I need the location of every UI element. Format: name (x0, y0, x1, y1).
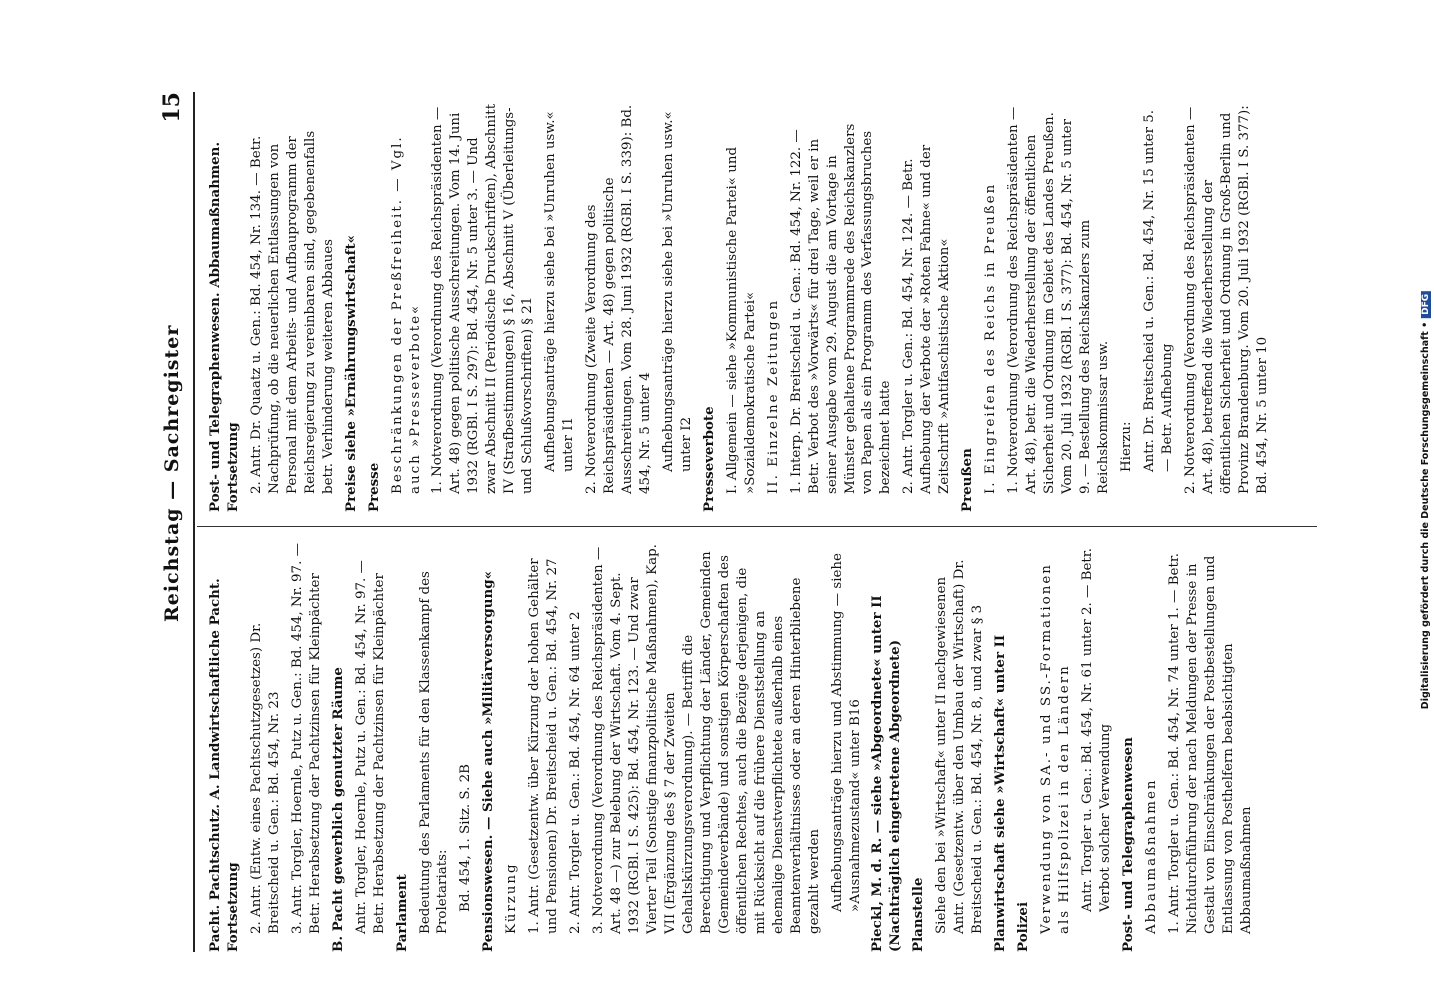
register-entry: Pieckl, M. d. R. — siehe »Abgeordnete« unter II (Nachträglich eingetretene Abgeordnete) (869, 595, 904, 952)
register-entry: 2. Antr. Torgler u. Gen.: Bd. 454, Nr. 124. — Betr. Aufhebung der Verbote der »Roten Fahne« und der Zeitschrift »Antifaschistische Aktion« (901, 144, 953, 494)
register-entry: Pensionswesen. — Siehe auch »Militärversorgung« (480, 571, 497, 952)
register-entry: 3. Antr. Torgler, Hoernle, Putz u. Gen.: Bd. 454, Nr. 97. — Betr. Herabsetzung der Pachtzinsen für Kleinpächter (289, 543, 323, 934)
register-entry: Antr. Torgler u. Gen.: Bd. 454, Nr. 61 unter 2. — Betr. Verbot solcher Verwendung (1079, 548, 1113, 912)
header-rule (193, 92, 195, 952)
dfg-logo: DFG (1421, 291, 1431, 318)
left-column (207, 542, 1261, 952)
register-entry: Post- und Telegraphenwesen. Abbaumaßnahmen. Fortsetzung (207, 141, 241, 512)
register-entry: Aufhebungsanträge hierzu und Abstimmung — siehe »Ausnahmezustand« unter B16 (829, 553, 863, 912)
register-entry: Polizei (1015, 901, 1032, 952)
register-entry: 2. Notverordnung (Verordnung des Reichspräsidenten — Art. 48), betreffend die Wiederherstellung der öffentlichen Sicherheit und Ordnung in Groß-Berlin und Provinz Brandenburg. Vom 20. Juli 1932 (RGBl. I S. 377): Bd. 454, Nr. 5 unter 10 (1182, 105, 1270, 494)
register-entry: I. Eingreifen des Reichs in Preußen (983, 182, 999, 494)
register-entry: Presseverbote (700, 406, 717, 512)
register-entry: Preise siehe »Ernährungswirtschaft« (342, 235, 359, 512)
register-entry: II. Einzelne Zeitungen (765, 298, 781, 494)
page-header (155, 92, 195, 952)
rotated-page (155, 92, 1335, 952)
digitization-text: Digitalisierung gefördert durch die Deutsche Forschungsgemeinschaft • (1420, 321, 1431, 710)
register-entry: 2. Antr. Torgler u. Gen.: Bd. 454, Nr. 64 unter 2 (568, 611, 584, 934)
right-column (207, 102, 1276, 512)
register-entry: Bedeutung des Parlaments für den Klassenkampf des Proletariats: (417, 571, 451, 934)
register-entry: Preußen (959, 448, 976, 512)
register-entry: B. Pacht gewerblich genutzter Räume (329, 667, 346, 952)
register-entry: 2. Notverordnung (Zweite Verordnung des Reichspräsidenten — Art. 48) gegen politische Ausschreitungen. Vom 28. Juni 1932 (RGBl. I S. 339): Bd. 454, Nr. 5 unter 4 (584, 104, 653, 494)
register-entry: 1. Notverordnung (Verordnung des Reichspräsidenten — Art. 48), betr. die Wiederherstellung der öffentlichen Sicherheit und Ordnung im Gebiet des Landes Preußen. Vom 20. Juli 1932 (RGBl. I S. 377): Bd. 454, Nr. 5 unter 9. — Bestellung des Reichskanzlers zum Reichskommissar usw. (1006, 106, 1111, 494)
register-entry: Hierzu: (1118, 421, 1134, 472)
register-entry: Presse (365, 462, 382, 512)
register-entry: Planstelle (910, 877, 927, 952)
register-entry: Beschränkungen der Preßfreiheit. — Vgl. auch »Presseverbote« (389, 135, 423, 494)
register-entry: 2. Antr. (Entw. eines Pachtschutzgesetzes) Dr. Breitscheid u. Gen.: Bd. 454, Nr. 23 (248, 622, 282, 934)
register-entry: 1. Notverordnung (Verordnung des Reichspräsidenten — Art. 48) gegen politische Ausschreitungen. Vom 14. Juni 1932 (RGBl. I S. 297): Bd. 454, Nr. 5 unter 3. — Und zwar Abschnitt II (Periodische Druckschriften), Abschnitt IV (Strafbestimmungen) § 16, Abschnitt V (Überleitungs- und Schlußvorschriften) § 21 (430, 103, 536, 494)
register-entry: Siehe den bei »Wirtschaft« unter II nachgewiesenen Antr. (Gesetzentw. über den Umbau der Wirtschaft) Dr. Breitscheid u. Gen.: Bd. 454, Nr. 8, und zwar § 3 (934, 559, 986, 934)
register-entry: Kürzung (504, 862, 520, 934)
register-entry: Antr. Dr. Breitscheid u. Gen.: Bd. 454, Nr. 15 unter 5. — Betr. Aufhebung (1141, 109, 1175, 472)
register-entry: I. Allgemein — siehe »Kommunistische Partei« und »Sozialdemokratische Partei« (724, 146, 758, 494)
column-divider (197, 526, 1317, 527)
register-entry: Post- und Telegraphenwesen (1119, 737, 1136, 952)
register-entry: Aufhebungsanträge hierzu siehe bei »Unruhen usw.« unter I1 (543, 111, 577, 472)
register-entry: Bd. 454, 1. Sitz. S. 2B (458, 763, 474, 912)
digitization-note (1420, 291, 1431, 709)
register-entry: 1. Antr. Torgler u. Gen.: Bd. 454, Nr. 74 unter 1. — Betr. Nichtdurchführung der nach Meldungen der Presse in Gestalt von Einschränkungen der Postbestellungen und Entlassung von Posthelfern beabsichtigten Abbaumaßnahmen (1166, 552, 1254, 934)
register-entry: 1. Antr. (Gesetzentw. über Kürzung der hohen Gehälter und Pensionen) Dr. Breitscheid u. Gen.: Bd. 454, Nr. 27 (527, 558, 561, 934)
page-number: 15 (159, 92, 185, 123)
register-entry: Planwirtschaft siehe »Wirtschaft« unter II (992, 634, 1009, 952)
register-entry: 3. Notverordnung (Verordnung des Reichspräsidenten — Art. 48 —) zur Belebung der Wirtschaft. Vom 4. Sept. 1932 (RGBl. I S. 425): Bd. 454, Nr. 123. — Und zwar Vierter Teil (Sonstige finanzpolitische Maßnahmen), Kap. VII (Ergänzung des § 7 der Zweiten Gehaltskürzungsverordnung). — Betrifft die Berechtigung und Verpflichtung der Länder, Gemeinden (Gemeindeverbände) und sonstigen Körperschaften des öffentlichen Rechtes, auch die Bezüge derjenigen, die mit Rücksicht auf die frühere Dienststellung an ehemalige Dienstverpflichtete außerhalb eines Beamtenverhältnisses oder an deren Hinterbliebene gezahlt werden (591, 544, 822, 934)
register-entry: Pacht. Pachtschutz. A. Landwirtschaftliche Pacht. Fortsetzung (207, 578, 241, 952)
register-entry: Antr. Torgler, Hoernle, Putz u. Gen.: Bd. 454, Nr. 97. — Betr. Herabsetzung der Pachtzinsen für Kleinpächter (353, 560, 387, 934)
register-entry: Abbaumaßnahmen (1143, 778, 1159, 934)
register-entry: Verwendung von SA.- und SS.-Formationen als Hilfspolizei in den Ländern (1039, 563, 1073, 934)
register-entry: 2. Antr. Dr. Quaatz u. Gen.: Bd. 454, Nr. 134. — Betr. Nachprüfung, ob die neuerlichen Entlassungen von Personal mit dem Arbeits- und Aufbauprogramm der Reichsregierung zu vereinbaren sind, gegebenenfalls betr. Verhinderung weiteren Abbaues (248, 130, 336, 494)
register-entry: 1. Interp. Dr. Breitscheid u. Gen.: Bd. 454, Nr. 122. — Betr. Verbot des »Vorwärts« für drei Tage, weil er in seiner Ausgabe vom 29. August die am Vortage in Münster gehaltene Programmrede des Reichskanzlers von Papen als ein Programm des Verfassungsbruches bezeichnet hatte (788, 123, 894, 494)
running-title: Reichstag — Sachregister (161, 324, 183, 622)
register-entry: Parlament (393, 874, 410, 952)
register-entry: Aufhebungsanträge hierzu siehe bei »Unruhen usw.« unter I2 (660, 111, 694, 472)
